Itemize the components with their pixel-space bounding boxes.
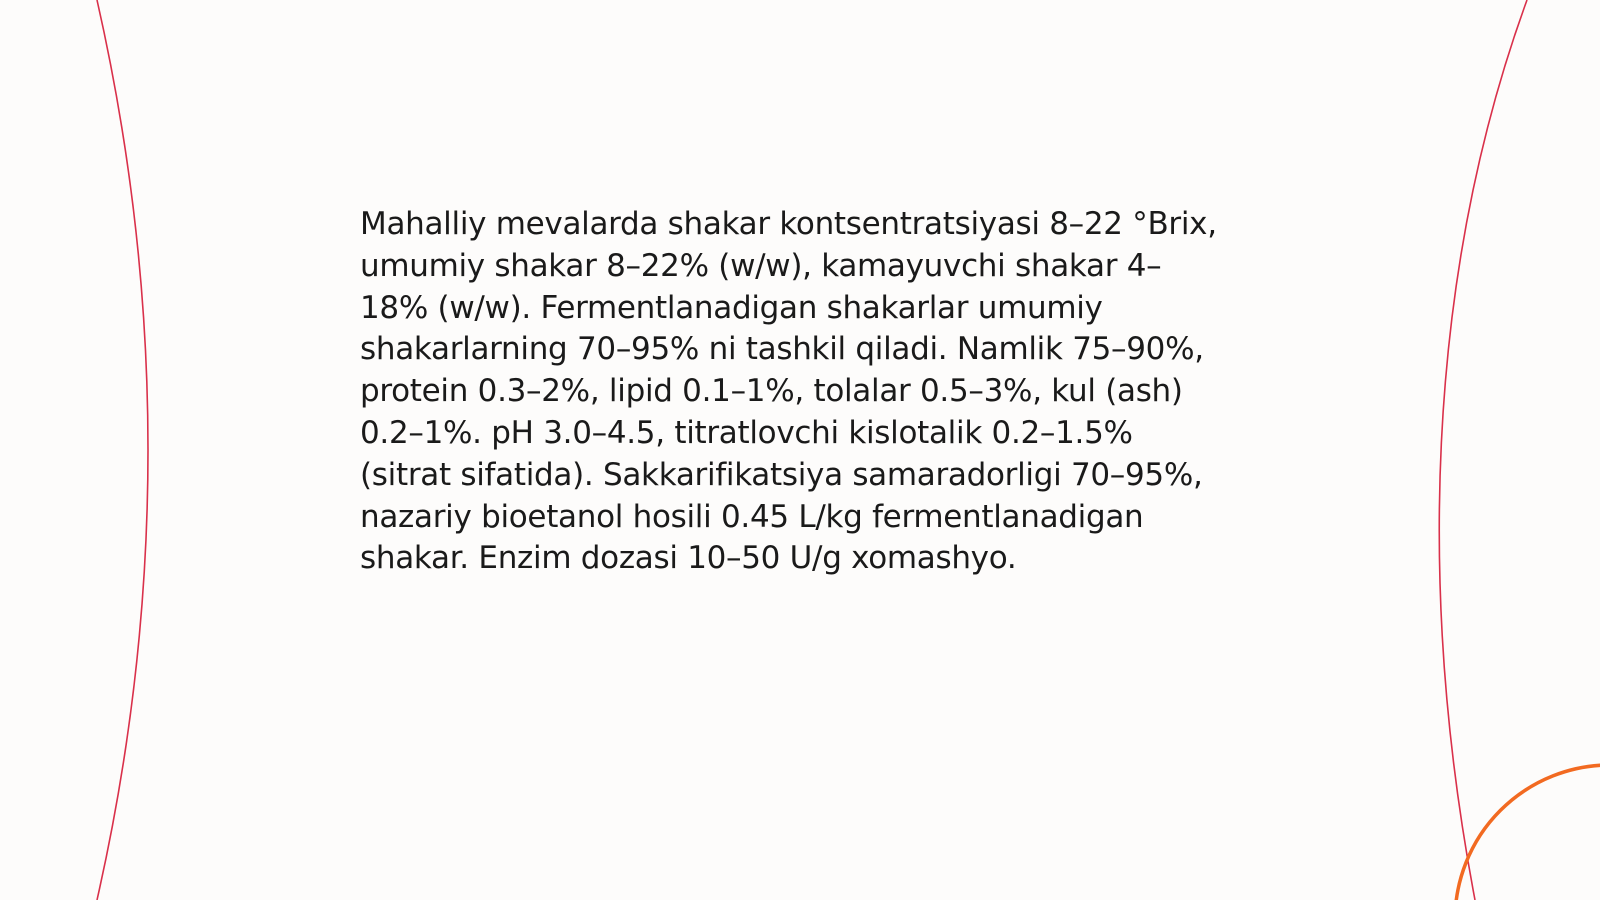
right-red-arc (1439, 0, 1527, 900)
bottom-right-orange-arc (1455, 765, 1600, 900)
body-paragraph: Mahalliy mevalarda shakar kontsentratsiyasi 8–22 °Brix, umumiy shakar 8–22% (w/w), kamayuvchi shakar 4–18% (w/w). Fermentlanadigan shakarlar umumiy shakarlarning 70–95% ni tashkil qiladi. Namlik 75–90%, protein 0.3–2%, lipid 0.1–1%, tolalar 0.5–3%, kul (ash) 0.2–1%. pH 3.0–4.5, titratlovchi kislotalik 0.2–1.5% (sitrat sifatida). Sakkarifikatsiya samaradorligi 70–95%, nazariy bioetanol hosili 0.45 L/kg fermentlanadigan shakar. Enzim dozasi 10–50 U/g xomashyo. (360, 206, 1217, 577)
left-red-arc (97, 0, 148, 900)
